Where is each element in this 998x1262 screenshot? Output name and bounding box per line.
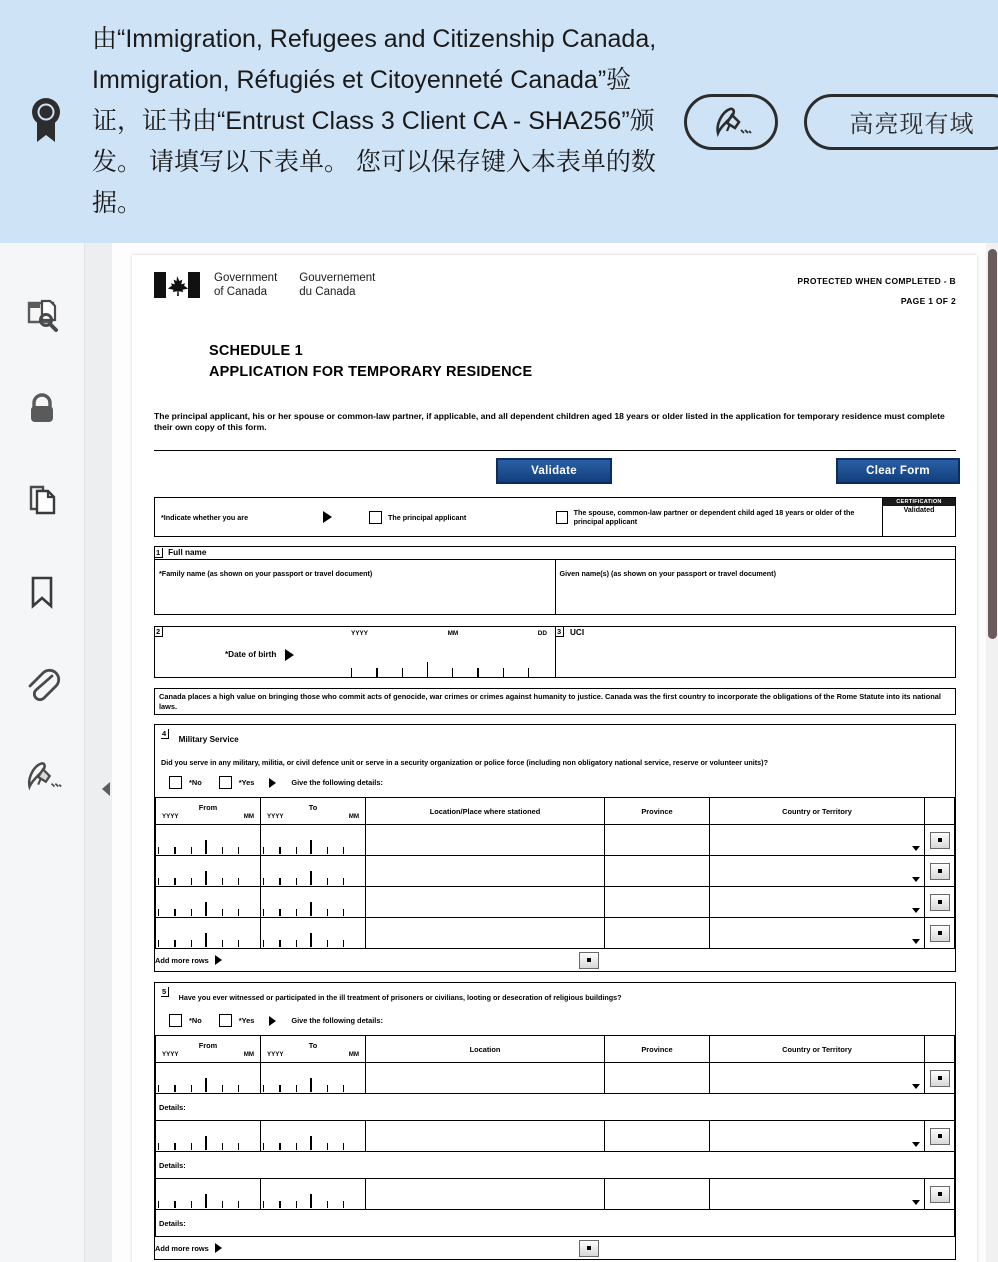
date-comb-input[interactable] <box>261 825 366 856</box>
add-row-button[interactable] <box>930 894 950 911</box>
date-comb-input[interactable] <box>156 856 261 887</box>
arrow-right-icon <box>285 649 294 661</box>
row-action-cell <box>925 825 955 856</box>
indicate-option-2-label: The spouse, common-law partner or dependent child aged 18 years or older of the principal applicant <box>573 508 855 526</box>
section-2-number: 2 <box>155 627 163 637</box>
section-1-number: 1 <box>155 548 163 558</box>
wordmark-en-line2: of Canada <box>214 286 268 298</box>
date-comb-input[interactable] <box>261 1063 366 1094</box>
indicate-option-2[interactable] <box>550 498 882 536</box>
status-badge: Validated <box>903 507 935 514</box>
date-comb-input[interactable] <box>156 1179 261 1210</box>
section-4-military-service <box>154 724 956 972</box>
indicate-applicant-row <box>154 497 956 537</box>
genocide-statement: Canada places a high value on bringing those who commit acts of genocide, war crimes or crimes against humanity to justice. Canada was the first country to incorporate the obligations of the Rome Statute into its national laws. <box>154 688 956 715</box>
table-row <box>156 887 955 918</box>
location-field[interactable] <box>366 918 605 949</box>
illtreatment-no-checkbox[interactable] <box>169 1014 182 1027</box>
column-header: Location/Place where stationed <box>366 798 605 825</box>
signature-pen-icon <box>708 104 754 140</box>
add-row-button[interactable] <box>930 832 950 849</box>
section-5-number: 5 <box>161 987 169 997</box>
family-name-field[interactable] <box>155 560 555 614</box>
arrow-right-icon <box>215 1243 222 1253</box>
chevron-down-icon <box>912 1142 920 1147</box>
table-header-row <box>156 798 955 825</box>
section-5-add-rows[interactable] <box>155 1237 955 1259</box>
section-4-question: Did you serve in any military, militia, or civil defence unit or serve in a security organization or police force (including non obligatory national service, reserve or volunteer units)? <box>161 758 768 767</box>
section-2-date-of-birth[interactable] <box>155 627 556 677</box>
province-field[interactable] <box>605 1179 710 1210</box>
section-5-question: Have you ever witnessed or participated in the ill treatment of prisoners or civilians, looting or desecration of religious buildings? <box>178 993 622 1002</box>
column-header: Province <box>605 798 710 825</box>
wordmark-fr-line1: Gouvernement <box>299 272 376 284</box>
date-comb-input[interactable] <box>261 1179 366 1210</box>
sub-mm-label: MM <box>243 812 254 820</box>
table-row <box>156 1179 955 1210</box>
section-4-details-prompt: Give the following details: <box>291 778 383 787</box>
section-4-number: 4 <box>161 729 169 739</box>
date-comb-input[interactable] <box>261 918 366 949</box>
given-name-label: Given name(s) (as shown on your passport or travel document) <box>559 569 776 578</box>
column-header <box>925 1036 955 1063</box>
form-title-block <box>209 341 956 383</box>
highlight-existing-fields-label: 高亮现有域 <box>849 111 975 138</box>
indicate-option-1-label: The principal applicant <box>388 512 467 522</box>
given-name-field[interactable] <box>555 560 956 614</box>
province-field[interactable] <box>605 825 710 856</box>
sidebar-item-security[interactable] <box>11 377 73 439</box>
date-of-birth-label: *Date of birth <box>225 650 277 659</box>
military-yes-label: *Yes <box>238 778 255 787</box>
province-field[interactable] <box>605 1121 710 1152</box>
tool-rail <box>0 243 85 1262</box>
location-field[interactable] <box>366 1121 605 1152</box>
location-field[interactable] <box>366 887 605 918</box>
section-2-3-row <box>154 626 956 678</box>
province-field[interactable] <box>605 1063 710 1094</box>
column-header: Location <box>366 1036 605 1063</box>
section-4-add-rows[interactable] <box>155 949 955 971</box>
add-row-button[interactable] <box>579 1240 599 1257</box>
wordmark-fr-line2: du Canada <box>299 286 356 298</box>
row-action-cell <box>925 887 955 918</box>
certification-header: CERTIFICATION <box>883 498 955 506</box>
province-field[interactable] <box>605 887 710 918</box>
sub-mm-label: MM <box>243 1050 254 1058</box>
copy-pages-icon <box>21 479 63 521</box>
form-action-bar <box>154 458 956 488</box>
row-action-cell <box>925 1179 955 1210</box>
pdf-page <box>132 255 977 1262</box>
column-header: To YYYY MM <box>261 1036 366 1063</box>
chevron-down-icon <box>912 939 920 944</box>
indicate-prompt-cell <box>155 498 317 536</box>
section-5-yesno-row <box>155 1005 955 1035</box>
certificate-banner <box>0 0 998 243</box>
page-thumbnail-search-icon <box>21 295 63 337</box>
dob-dd-label: DD <box>537 630 547 637</box>
details-field[interactable]: Details: <box>156 1210 955 1237</box>
province-field[interactable] <box>605 918 710 949</box>
date-comb-input[interactable] <box>156 918 261 949</box>
section-4-header <box>155 725 955 767</box>
rail-divider <box>85 243 112 1262</box>
date-comb-input[interactable] <box>261 1121 366 1152</box>
details-row <box>156 1152 955 1179</box>
ill-treatment-table <box>155 1035 955 1237</box>
chevron-down-icon <box>912 1200 920 1205</box>
uci-label: UCI <box>570 628 585 637</box>
form-intro-text: The principal applicant, his or her spouse or common-law partner, if applicable, and all dependent children aged 18 years or older listed in the application for temporary residence must complete their own copy of this form. <box>154 411 945 432</box>
military-service-table <box>155 797 955 949</box>
form-schedule-1 <box>154 271 956 1260</box>
row-action-cell <box>925 918 955 949</box>
table-row <box>156 825 955 856</box>
section-1-header <box>155 547 955 560</box>
column-header: From YYYY MM <box>156 798 261 825</box>
date-comb-input[interactable] <box>156 1063 261 1094</box>
table-row <box>156 1121 955 1152</box>
scrollbar-thumb[interactable] <box>988 249 997 639</box>
section-1-title: Full name <box>168 548 207 557</box>
illtreatment-yes-label: *Yes <box>238 1016 255 1025</box>
location-field[interactable] <box>366 1179 605 1210</box>
section-4-title: Military Service <box>178 735 239 744</box>
signature-pen-icon <box>20 756 64 796</box>
country-or-territory-select[interactable] <box>710 856 925 887</box>
divider <box>154 450 956 451</box>
paperclip-icon <box>21 663 63 705</box>
column-header: Country or Territory <box>710 798 925 825</box>
country-or-territory-select[interactable] <box>710 1063 925 1094</box>
sub-yyyy-label: YYYY <box>267 812 284 820</box>
section-4-yesno-row <box>155 767 955 797</box>
sub-yyyy-label: YYYY <box>267 1050 284 1058</box>
chevron-down-icon <box>912 877 920 882</box>
date-comb-input[interactable] <box>156 1121 261 1152</box>
date-of-birth-input[interactable] <box>351 662 553 677</box>
date-comb-input[interactable] <box>261 887 366 918</box>
details-field[interactable]: Details: <box>156 1152 955 1179</box>
clear-form-button[interactable]: Clear Form <box>836 458 960 484</box>
wordmark-en-line1: Government <box>214 272 278 284</box>
country-or-territory-select[interactable] <box>710 1179 925 1210</box>
section-3-number: 3 <box>556 627 564 637</box>
arrow-right-icon <box>215 955 222 965</box>
sub-mm-label: MM <box>348 1050 359 1058</box>
sub-yyyy-label: YYYY <box>162 1050 179 1058</box>
chevron-left-icon <box>99 780 113 798</box>
schedule-label: SCHEDULE 1 <box>209 343 303 359</box>
date-comb-input[interactable] <box>156 887 261 918</box>
chevron-down-icon <box>912 1084 920 1089</box>
vertical-scrollbar[interactable] <box>986 243 998 1262</box>
add-row-button[interactable] <box>930 863 950 880</box>
pdf-viewport[interactable] <box>112 243 998 1262</box>
section-1-full-name <box>154 546 956 615</box>
canada-flag-icon <box>154 272 200 298</box>
lock-icon <box>21 387 63 429</box>
add-row-button[interactable] <box>930 1070 950 1087</box>
location-field[interactable] <box>366 825 605 856</box>
sidebar-item-attachments[interactable] <box>11 653 73 715</box>
illtreatment-yes-checkbox[interactable] <box>219 1014 232 1027</box>
military-no-checkbox[interactable] <box>169 776 182 789</box>
table-row <box>156 918 955 949</box>
arrow-right-icon <box>269 778 276 788</box>
chevron-down-icon <box>912 908 920 913</box>
column-header: From YYYY MM <box>156 1036 261 1063</box>
government-of-canada-wordmark <box>154 271 375 299</box>
row-action-cell <box>925 1063 955 1094</box>
arrow-right-icon <box>323 511 332 523</box>
row-action-cell <box>925 1121 955 1152</box>
illtreatment-no-label: *No <box>189 1016 202 1025</box>
indicate-arrow-cell <box>317 498 363 536</box>
sidebar-item-pages[interactable] <box>11 469 73 531</box>
certificate-ribbon-icon <box>0 94 92 150</box>
indicate-prompt: *Indicate whether you are <box>161 512 249 522</box>
row-action-cell <box>925 856 955 887</box>
column-header <box>925 798 955 825</box>
family-name-label: *Family name (as shown on your passport or travel document) <box>159 569 373 578</box>
section-5-header <box>155 983 955 1005</box>
certification-status-box <box>882 498 955 536</box>
table-row <box>156 1063 955 1094</box>
dob-yyyy-label: YYYY <box>351 630 369 637</box>
protected-mark: PROTECTED WHEN COMPLETED - B <box>797 276 956 286</box>
section-4-add-rows-label: Add more rows <box>155 955 209 965</box>
dob-mm-label: MM <box>447 630 459 637</box>
section-3-uci[interactable] <box>556 627 955 677</box>
table-header-row <box>156 1036 955 1063</box>
sign-document-button[interactable] <box>684 94 778 150</box>
military-yes-checkbox[interactable] <box>219 776 232 789</box>
sub-yyyy-label: YYYY <box>162 812 179 820</box>
add-row-button[interactable] <box>930 925 950 942</box>
sidebar-item-page-thumbnails[interactable] <box>11 285 73 347</box>
location-field[interactable] <box>366 1063 605 1094</box>
column-header: Country or Territory <box>710 1036 925 1063</box>
arrow-right-icon <box>269 1016 276 1026</box>
country-or-territory-select[interactable] <box>710 825 925 856</box>
details-field[interactable]: Details: <box>156 1094 955 1121</box>
validate-button[interactable]: Validate <box>496 458 612 484</box>
section-5-details-prompt: Give the following details: <box>291 1016 383 1025</box>
highlight-existing-fields-button[interactable] <box>804 94 998 150</box>
add-row-button[interactable] <box>930 1186 950 1203</box>
column-header: To YYYY MM <box>261 798 366 825</box>
country-or-territory-select[interactable] <box>710 1121 925 1152</box>
principal-applicant-checkbox[interactable] <box>369 511 382 524</box>
sub-mm-label: MM <box>348 812 359 820</box>
chevron-down-icon <box>912 846 920 851</box>
bookmark-icon <box>21 571 63 613</box>
page-title: APPLICATION FOR TEMPORARY RESIDENCE <box>209 364 533 380</box>
details-row <box>156 1094 955 1121</box>
section-5-ill-treatment <box>154 982 956 1260</box>
military-no-label: *No <box>189 778 202 787</box>
date-comb-input[interactable] <box>156 825 261 856</box>
add-row-button[interactable] <box>579 952 599 969</box>
section-5-add-rows-label: Add more rows <box>155 1243 209 1253</box>
country-or-territory-select[interactable] <box>710 887 925 918</box>
province-field[interactable] <box>605 856 710 887</box>
indicate-option-1[interactable] <box>363 498 550 536</box>
column-header: Province <box>605 1036 710 1063</box>
banner-actions <box>678 94 998 150</box>
spouse-dependent-checkbox[interactable] <box>556 511 568 524</box>
sidebar-item-signatures[interactable] <box>11 745 73 807</box>
table-row <box>156 856 955 887</box>
form-header <box>154 271 956 311</box>
location-field[interactable] <box>366 856 605 887</box>
certificate-banner-message: 由“Immigration, Refugees and Citizenship Canada, Immigration, Réfugiés et Citoyenneté Canada”验证，证书由“Entrust Class 3 Client CA - SHA256”颁发。 请填写以下表单。 您可以保存键入本表单的数据。 <box>92 25 657 217</box>
add-row-button[interactable] <box>930 1128 950 1145</box>
page-mark: PAGE 1 OF 2 <box>900 296 956 306</box>
details-row <box>156 1210 955 1237</box>
date-comb-input[interactable] <box>261 856 366 887</box>
country-or-territory-select[interactable] <box>710 918 925 949</box>
sidebar-item-bookmarks[interactable] <box>11 561 73 623</box>
